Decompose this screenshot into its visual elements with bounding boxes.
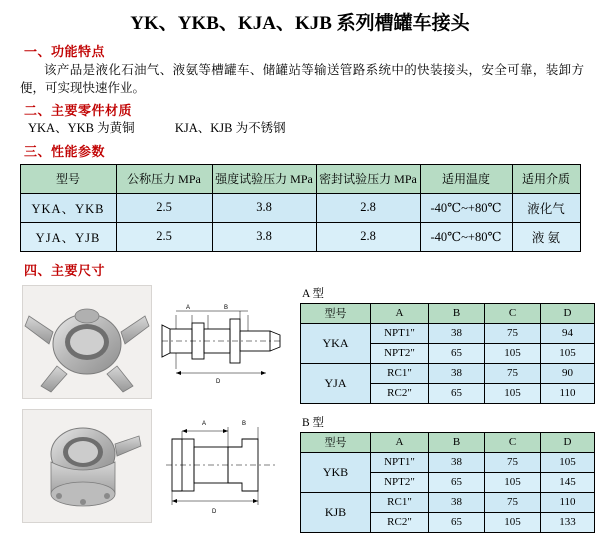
dimB-r3-c2: 65: [429, 512, 485, 532]
section-heading-materials: 二、主要零件材质: [24, 103, 133, 119]
perf-r1-c0: YJA、YJB: [20, 222, 116, 251]
dimA-r1-c3: 105: [485, 343, 541, 363]
dimB-col-0: 型号: [301, 432, 371, 452]
dimA-r0-c2: 38: [429, 323, 485, 343]
dimB-r3-c1: RC2": [371, 512, 429, 532]
perf-r0-c4: -40℃~+80℃: [420, 193, 512, 222]
table-row: [301, 452, 595, 472]
dimB-r2-c2: 38: [429, 492, 485, 512]
perf-r0-c5: 液化气: [512, 193, 580, 222]
dimA-model-yka: YKA: [301, 323, 371, 363]
dimB-r2-c4: 110: [541, 492, 595, 512]
dimension-table-b: [300, 432, 595, 533]
svg-text:B: B: [242, 420, 247, 427]
dimA-r3-c1: RC2": [371, 383, 429, 403]
dimB-r0-c2: 38: [429, 452, 485, 472]
perf-r0-c1: 2.5: [116, 193, 212, 222]
dimension-tables-column: [300, 285, 596, 543]
dimB-col-3: C: [485, 432, 541, 452]
svg-text:B: B: [224, 304, 229, 311]
dimA-col-1: A: [371, 303, 429, 323]
dimA-r3-c4: 110: [541, 383, 595, 403]
technical-drawing-a: [156, 285, 288, 397]
table-header-row: [20, 164, 580, 193]
dimA-r0-c1: NPT1": [371, 323, 429, 343]
perf-col-0: 型号: [20, 164, 116, 193]
dimension-table-a: [300, 303, 595, 404]
type-label-a: A 型: [302, 287, 325, 300]
perf-r0-c0: YKA、YKB: [20, 193, 116, 222]
perf-r1-c4: -40℃~+80℃: [420, 222, 512, 251]
perf-col-4: 适用温度: [420, 164, 512, 193]
perf-r1-c3: 2.8: [316, 222, 420, 251]
dimB-col-1: A: [371, 432, 429, 452]
dimB-r1-c3: 105: [485, 472, 541, 492]
product-photo-b: [22, 409, 152, 523]
table-row: [301, 492, 595, 512]
illustration-row-a: [22, 285, 290, 399]
section-heading-dimensions: 四、主要尺寸: [24, 262, 106, 278]
dimA-col-0: 型号: [301, 303, 371, 323]
dimB-r1-c2: 65: [429, 472, 485, 492]
section-heading-performance: 三、性能参数: [24, 143, 106, 159]
dimA-col-2: B: [429, 303, 485, 323]
perf-col-1: 公称压力 MPa: [116, 164, 212, 193]
materials-right: KJA、KJB 为不锈钢: [174, 121, 286, 136]
dimA-col-3: C: [485, 303, 541, 323]
dimA-r2-c4: 90: [541, 363, 595, 383]
dimB-col-4: D: [541, 432, 595, 452]
svg-text:D: D: [216, 378, 221, 385]
dimB-r3-c4: 133: [541, 512, 595, 532]
table-row: [20, 193, 580, 222]
dimB-r3-c3: 105: [485, 512, 541, 532]
dimA-r3-c3: 105: [485, 383, 541, 403]
dimB-model-ykb: YKB: [301, 452, 371, 492]
dimB-model-kjb: KJB: [301, 492, 371, 532]
table-row: [301, 323, 595, 343]
materials-left: YKA、YKB 为黄铜: [28, 121, 135, 136]
svg-text:A: A: [202, 420, 207, 427]
dimA-r2-c2: 38: [429, 363, 485, 383]
perf-r0-c2: 3.8: [212, 193, 316, 222]
table-header-row: [301, 432, 595, 452]
performance-table: [20, 164, 581, 252]
page-title: YK、YKB、KJA、KJB 系列槽罐车接头: [130, 13, 470, 34]
dimA-col-4: D: [541, 303, 595, 323]
dimA-r3-c2: 65: [429, 383, 485, 403]
dimA-r1-c2: 65: [429, 343, 485, 363]
dimB-r0-c3: 75: [485, 452, 541, 472]
document-page: [0, 8, 600, 529]
dimA-r1-c1: NPT2": [371, 343, 429, 363]
dimB-r0-c1: NPT1": [371, 452, 429, 472]
perf-col-5: 适用介质: [512, 164, 580, 193]
dimA-model-yja: YJA: [301, 363, 371, 403]
technical-drawing-b: [156, 409, 288, 521]
materials-line: [28, 120, 590, 138]
illustration-column: [22, 285, 290, 533]
dimB-col-2: B: [429, 432, 485, 452]
features-paragraph: 该产品是液化石油气、液氨等槽罐车、储罐站等输送管路系统中的快装接头，安全可靠，装卸方便，可实现快速作业。: [20, 63, 584, 96]
perf-col-3: 密封试验压力 MPa: [316, 164, 420, 193]
svg-text:D: D: [212, 508, 217, 515]
dimA-r1-c4: 105: [541, 343, 595, 363]
illustration-row-b: [22, 409, 290, 523]
dimB-r2-c3: 75: [485, 492, 541, 512]
perf-r0-c3: 2.8: [316, 193, 420, 222]
table-header-row: [301, 303, 595, 323]
perf-col-2: 强度试验压力 MPa: [212, 164, 316, 193]
type-label-b: B 型: [302, 416, 325, 429]
dimA-r0-c4: 94: [541, 323, 595, 343]
perf-r1-c2: 3.8: [212, 222, 316, 251]
product-photo-a: [22, 285, 152, 399]
section-heading-features: 一、功能特点: [24, 44, 106, 59]
dimB-r0-c4: 105: [541, 452, 595, 472]
dimA-r2-c1: RC1": [371, 363, 429, 383]
perf-r1-c1: 2.5: [116, 222, 212, 251]
table-row: [20, 222, 580, 251]
dimB-r1-c4: 145: [541, 472, 595, 492]
perf-r1-c5: 液 氨: [512, 222, 580, 251]
dimB-r1-c1: NPT2": [371, 472, 429, 492]
dimB-r2-c1: RC1": [371, 492, 429, 512]
dimA-r0-c3: 75: [485, 323, 541, 343]
table-row: [301, 363, 595, 383]
dimA-r2-c3: 75: [485, 363, 541, 383]
svg-text:A: A: [186, 304, 191, 311]
